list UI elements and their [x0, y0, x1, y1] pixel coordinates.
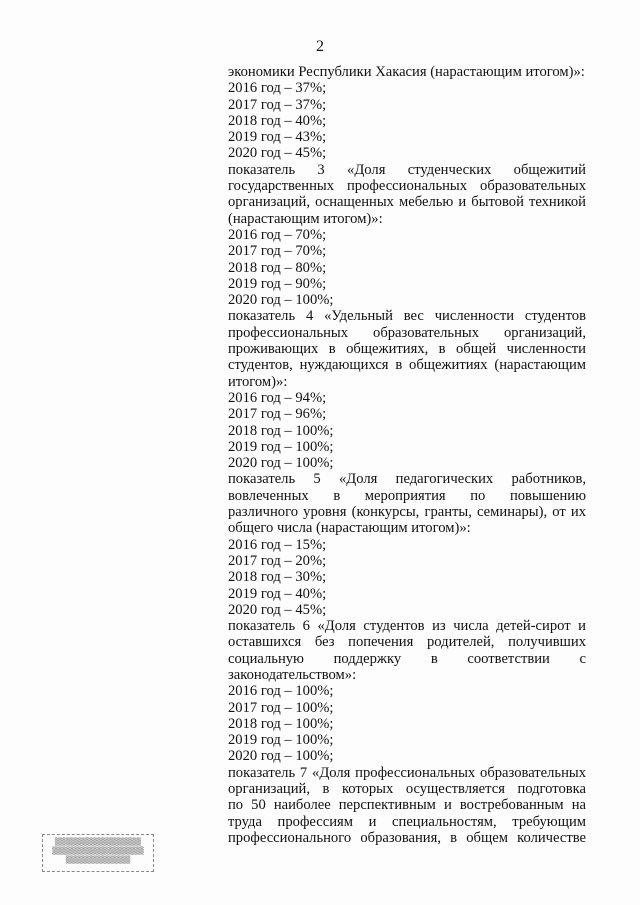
text-line: 2020 год – 45%; [228, 145, 327, 162]
page-number: 2 [316, 38, 324, 55]
text-line: итогом)»: [228, 373, 288, 390]
document-body [228, 64, 586, 846]
text-line: 2018 год – 80%; [228, 259, 327, 276]
text-line: 2019 год – 90%; [228, 275, 327, 292]
text-line: 2016 год – 70%; [228, 226, 327, 243]
text-line: 2017 год – 37%; [228, 96, 327, 113]
text-line: 2020 год – 100%; [228, 455, 334, 472]
text-line: 2019 год – 100%; [228, 732, 334, 749]
text-line: 2019 год – 40%; [228, 585, 327, 602]
text-line: 2018 год – 100%; [228, 715, 334, 732]
text-line: различного уровня (конкурсы, гранты, семинары), от их [228, 504, 586, 521]
text-line: государственных профессиональных образовательных [228, 178, 586, 195]
text-line: профессионального образования, в общем количестве [228, 829, 586, 846]
text-line: законодательством»: [228, 666, 357, 683]
text-line: 2016 год – 94%; [228, 389, 327, 406]
text-line: проживающих в общежитиях, в общей численности [228, 341, 586, 358]
text-line: 2018 год – 30%; [228, 569, 327, 586]
text-line: 2017 год – 100%; [228, 699, 334, 716]
text-line: показатель 3 «Доля студенческих общежитий [228, 161, 586, 178]
text-line: 2017 год – 20%; [228, 552, 327, 569]
text-line: 2017 год – 70%; [228, 243, 327, 260]
text-line: показатель 4 «Удельный вес численности студентов [228, 308, 586, 325]
text-line: организаций, оснащенных мебелью и бытовой техникой [228, 194, 586, 211]
text-line: 2020 год – 45%; [228, 601, 327, 618]
text-line: показатель 6 «Доля студентов из числа детей-сирот и [228, 618, 586, 635]
text-line: организаций, в которых осуществляется подготовка [228, 781, 586, 798]
text-line: вовлеченных в мероприятия по повышению [228, 487, 586, 504]
text-line: оставшихся без попечения родителей, получивших [228, 634, 586, 651]
text-line: по 50 наиболее перспективным и востребованным на [228, 797, 586, 814]
text-line: 2020 год – 100%; [228, 292, 334, 309]
text-line: 2020 год – 100%; [228, 748, 334, 765]
text-line: общего числа (нарастающим итогом)»: [228, 520, 471, 537]
text-line: 2016 год – 37%; [228, 80, 327, 97]
text-line: 2016 год – 100%; [228, 683, 334, 700]
text-line: 2016 год – 15%; [228, 536, 327, 553]
text-line: показатель 7 «Доля профессиональных образовательных [228, 764, 586, 781]
text-line: 2017 год – 96%; [228, 406, 327, 423]
text-line: социальную поддержку в соответствии с [228, 650, 586, 667]
text-line: показатель 5 «Доля педагогических работников, [228, 471, 586, 488]
text-line: труда профессиям и специальностям, требующим [228, 813, 586, 830]
text-line: экономики Республики Хакасия (нарастающим итогом)»: [228, 64, 585, 80]
text-line: 2019 год – 43%; [228, 129, 327, 146]
text-line: (нарастающим итогом)»: [228, 210, 383, 227]
text-line: студентов, нуждающихся в общежитиях (нарастающим [228, 357, 586, 374]
official-stamp-watermark: ▒▒▒▒▒▒▒▒▒▒▒▒▒▒▒▒ ▒▒▒▒▒▒▒▒▒▒▒▒▒▒▒▒▒ ▒▒▒▒▒▒▒▒▒▒▒▒ [42, 834, 154, 872]
text-line: профессиональных образовательных организаций, [228, 324, 586, 341]
text-line: 2019 год – 100%; [228, 438, 334, 455]
text-line: 2018 год – 100%; [228, 422, 334, 439]
text-line: 2018 год – 40%; [228, 112, 327, 129]
